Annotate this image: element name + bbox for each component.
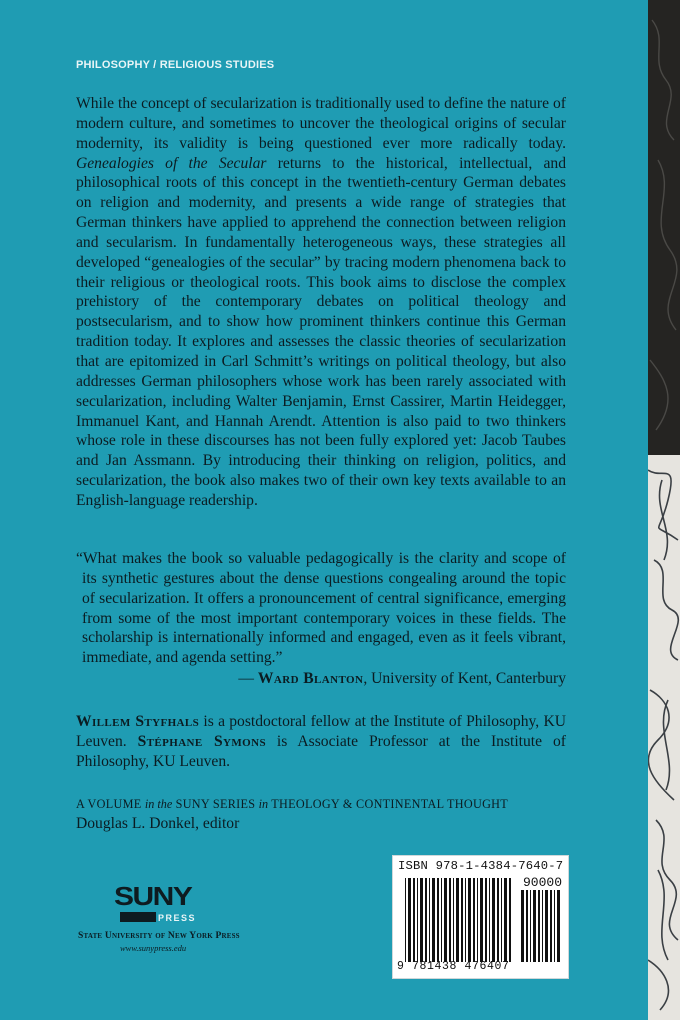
barcode-bar: [453, 878, 454, 962]
author-name-1: Willem Styfhals: [76, 713, 200, 730]
barcode-bar: [420, 878, 423, 962]
barcode-bar: [413, 878, 415, 962]
barcode-bar: [473, 878, 475, 962]
barcode-bar: [489, 878, 490, 962]
barcode-bar: [504, 878, 507, 962]
barcode-digits: 9 781438 476407: [397, 960, 510, 973]
series-text-1: A VOLUME: [76, 797, 145, 811]
barcode-bar: [437, 878, 439, 962]
publisher-url: www.sunypress.edu: [120, 943, 187, 953]
suny-logo: SUNY: [114, 883, 192, 912]
isbn-barcode: [392, 855, 569, 979]
barcode-bar: [449, 878, 451, 962]
price-code: 90000: [522, 875, 562, 890]
series-text-3: THEOLOGY & CONTINENTAL THOUGHT: [268, 797, 509, 811]
barcode-bar: [405, 878, 406, 962]
calligraphy-art: [648, 0, 680, 1020]
barcode-bar: [408, 878, 411, 962]
decorative-calligraphy-strip: [648, 0, 680, 1020]
description-intro: While the concept of secularization is traditionally used to define the nature of modern culture, and sometimes to uncover the theological origins of secular modernity, its validity is being questioned ever more radically today.: [76, 95, 566, 152]
barcode-bar: [461, 878, 463, 962]
barcode-bar: [538, 890, 540, 962]
barcode-bar: [468, 878, 471, 962]
book-title-italic: Genealogies of the Secular: [76, 154, 267, 172]
barcode-bar: [429, 878, 430, 962]
author-name-2: Stéphane Symons: [137, 732, 266, 750]
barcode-bar: [485, 878, 487, 962]
barcode-bar: [480, 878, 483, 962]
barcode-bar: [441, 878, 442, 962]
barcode-bar: [456, 878, 459, 962]
barcode-bar: [465, 878, 466, 962]
author-bio-2: is Associate Professor at the Institute of Philosophy, KU Leuven.: [76, 732, 566, 770]
endorser-name: Ward Blanton: [257, 670, 364, 688]
barcode-bar: [501, 878, 502, 962]
quote-attribution: [76, 669, 566, 689]
barcode-bars: [405, 878, 513, 962]
barcode-bar: [554, 890, 555, 962]
series-editor: Douglas L. Donkel, editor: [76, 815, 240, 832]
barcode-bar: [526, 890, 528, 962]
barcode-bar: [497, 878, 499, 962]
author-bio-1: is a postdoctoral fellow at the Institute of Philosophy, KU Leuven.: [76, 713, 566, 750]
barcode-bar: [417, 878, 418, 962]
barcode-bar: [492, 878, 495, 962]
endorsement-quote: [76, 549, 566, 689]
barcode-addon-bars: [521, 890, 561, 962]
publisher-name: State University of New York Press: [78, 931, 240, 941]
press-logo-text: PRESS: [158, 913, 197, 923]
endorser-affiliation: , University of Kent, Canterbury: [363, 670, 566, 688]
isbn-label: ISBN 978-1-4384-7640-7: [398, 859, 564, 873]
barcode-bar: [521, 890, 524, 962]
barcode-bar: [557, 890, 560, 962]
attribution-dash: —: [238, 670, 258, 688]
barcode-bar: [545, 890, 548, 962]
barcode-bar: [533, 890, 536, 962]
category-label: PHILOSOPHY / RELIGIOUS STUDIES: [76, 59, 275, 71]
series-in: in: [258, 797, 269, 811]
series-text-2: SUNY SERIES: [172, 797, 259, 811]
description-body: returns to the historical, intellectual, and philosophical roots of this concept in the twentieth-century German debates on religion and modernity, and presents a wide range of strategies that German thinkers have applied to apprehend the connection between religion and secularism. In fundamentally heterogeneous ways, these strategies all developed “genealogies of the secular” by tracing modern phenomena back to their religious or theological roots. This book aims to disclose the complex prehistory of the contemporary debates on political theology and postsecularism, and to show how prominent thinkers continue this German tradition today. It explores and assesses the classic theories of secularization that are epitomized in Carl Schmitt’s writings on political theology, but also addresses German philosophers whose work has been rarely associated with secularization, including Walter Benjamin, Ernst Cassirer, Martin Heidegger, Immanuel Kant, and Hannah Arendt. Attention is also paid to two thinkers whose role in these discourses has not been fully explored yet: Jacob Taubes and Jan Assmann. By introducing their thinking on religion, politics, and secularization, the book also makes two of their own key texts available to an English-language readership.: [76, 154, 566, 509]
barcode-bar: [477, 878, 478, 962]
barcode-bar: [509, 878, 511, 962]
barcode-bar: [550, 890, 552, 962]
barcode-bar: [432, 878, 435, 962]
barcode-bar: [530, 890, 531, 962]
barcode-bar: [425, 878, 427, 962]
author-bios: [76, 712, 566, 772]
book-description: [76, 94, 566, 511]
logo-bar: [120, 912, 156, 922]
barcode-bar: [444, 878, 447, 962]
series-in-the: in the: [144, 797, 173, 811]
series-line: [76, 797, 508, 812]
barcode-bar: [542, 890, 543, 962]
quote-text: “What makes the book so valuable pedagogically is the clarity and scope of its synthetic gestures about the dense questions congealing around the topic of secularization. It offers a pronouncement of central significance, emerging from some of the most important contemporary voices in these fields. The scholarship is internationally informed and engaged, even as it feels vibrant, immediate, and agenda setting.”: [76, 550, 566, 667]
